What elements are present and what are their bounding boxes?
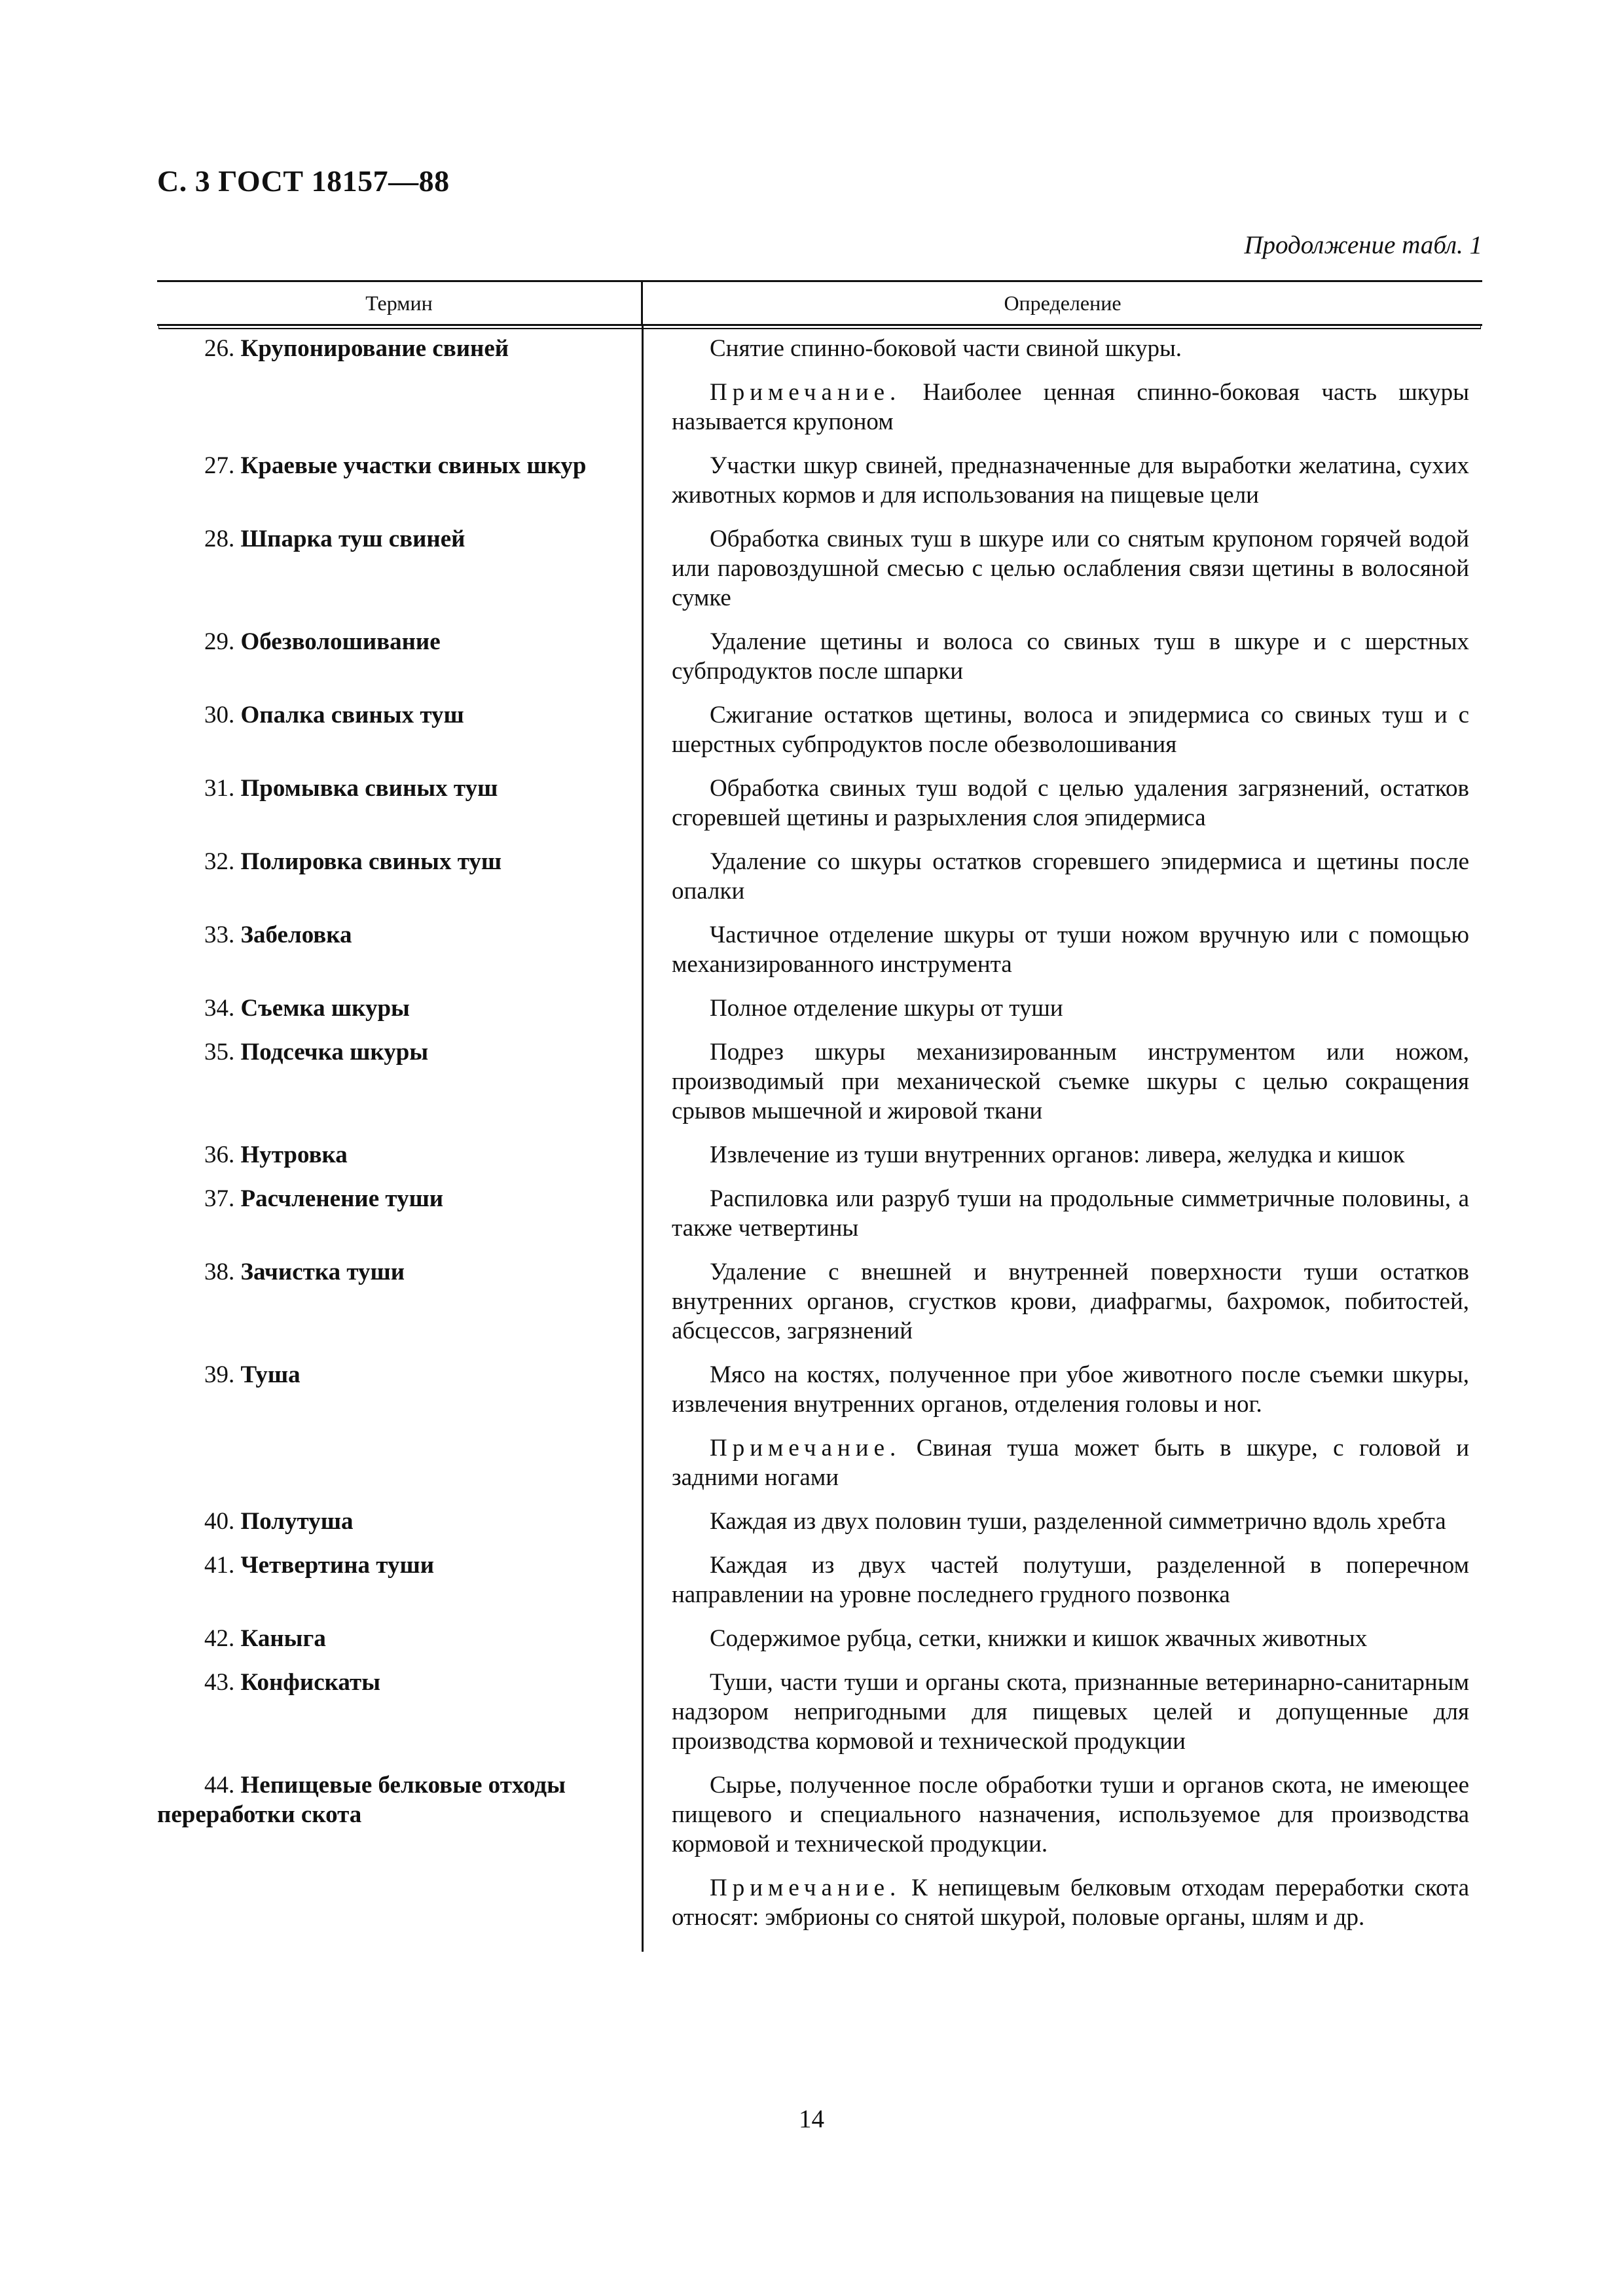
definition-cell xyxy=(643,774,1482,833)
term-name: Опалка свиных туш xyxy=(240,702,464,728)
table-row xyxy=(157,1624,1482,1653)
term-cell xyxy=(157,524,643,613)
term-name: Зачистка туши xyxy=(240,1259,405,1285)
term-cell xyxy=(157,700,643,759)
note-text: К непищевым белковым отходам переработки скота относят: эмбрионы со снятой шкурой, половые органы, шлям и др. xyxy=(672,1874,1469,1931)
term-number: 27. xyxy=(204,452,235,479)
term-name: Промывка свиных туш xyxy=(240,775,498,802)
term-number: 29. xyxy=(204,628,235,655)
term-number: 31. xyxy=(204,775,235,802)
term-name: Каныга xyxy=(240,1625,326,1652)
definition-text: Распиловка или разруб туши на продольные симметричные половины, а также четвертины xyxy=(672,1185,1469,1242)
term-name: Нутровка xyxy=(240,1141,348,1168)
term-name: Подсечка шкуры xyxy=(240,1039,429,1066)
table-body xyxy=(157,334,1482,1932)
table-row xyxy=(157,1873,1482,1932)
note-cell xyxy=(643,378,1482,437)
page-number: 14 xyxy=(799,2105,824,2133)
note-cell xyxy=(643,1433,1482,1492)
table-row xyxy=(157,1507,1482,1536)
term-name: Четвертина туши xyxy=(240,1552,435,1579)
definition-cell xyxy=(643,1624,1482,1653)
term-cell xyxy=(157,1770,643,1859)
term-name: Непищевые белковые отходы xyxy=(240,1772,566,1799)
definition-text: Туши, части туши и органы скота, признанные ветеринарно-санитарным надзором непригодными для пищевых целей и допущенные для производства кормовой и технической продукции xyxy=(672,1669,1469,1755)
term-cell xyxy=(157,1624,643,1653)
definition-text: Снятие спинно-боковой части свиной шкуры. xyxy=(710,335,1182,362)
definition-cell xyxy=(643,994,1482,1023)
column-header-definition: Определение xyxy=(1004,291,1122,315)
definition-text: Частичное отделение шкуры от туши ножом вручную или с помощью механизированного инструмента xyxy=(672,922,1469,978)
definition-text: Содержимое рубца, сетки, книжки и кишок жвачных животных xyxy=(710,1625,1368,1652)
term-line-first xyxy=(157,1770,630,1800)
table-row xyxy=(157,378,1482,437)
definition-cell xyxy=(643,920,1482,979)
table-row xyxy=(157,1433,1482,1492)
definition-cell xyxy=(643,1551,1482,1609)
table-row xyxy=(157,1037,1482,1126)
table-row xyxy=(157,700,1482,759)
term-cell xyxy=(157,920,643,979)
definition-text: Обработка свиных туш в шкуре или со снятым крупоном горячей водой или паровоздушной смесью с целью ослабления связи щетины в волосяной сумке xyxy=(672,526,1469,611)
term-name: Туша xyxy=(240,1361,301,1388)
definition-text: Подрез шкуры механизированным инструментом или ножом, производимый при механической съемке шкуры с целью сокращения срывов мышечной и жировой ткани xyxy=(672,1039,1469,1124)
term-number: 35. xyxy=(204,1039,235,1066)
term-name-continued: переработки скота xyxy=(157,1801,362,1828)
table-row xyxy=(157,1360,1482,1419)
table-row xyxy=(157,524,1482,613)
definition-text: Мясо на костях, полученное при убое животного после съемки шкуры, извлечения внутренних органов, отделения головы и ног. xyxy=(672,1361,1469,1418)
definition-text: Каждая из двух частей полутуши, разделенной в поперечном направлении на уровне последнего грудного позвонка xyxy=(672,1552,1469,1608)
definition-text: Извлечение из туши внутренних органов: ливера, желудка и кишок xyxy=(710,1141,1405,1168)
table-row xyxy=(157,1668,1482,1756)
table-row xyxy=(157,1257,1482,1346)
definition-text: Обработка свиных туш водой с целью удаления загрязнений, остатков сгоревшей щетины и разрыхления слоя эпидермиса xyxy=(672,775,1469,831)
term-cell xyxy=(157,1140,643,1170)
table-row xyxy=(157,1770,1482,1859)
term-name: Забеловка xyxy=(240,922,352,948)
term-number: 34. xyxy=(204,995,235,1022)
definition-text: Сжигание остатков щетины, волоса и эпидермиса со свиных туш и с шерстных субпродуктов после обезволошивания xyxy=(672,702,1469,758)
table-row xyxy=(157,1140,1482,1170)
definition-text: Сырье, полученное после обработки туши и органов скота, не имеющее пищевого и специального назначения, используемое для производства кормовой и технической продукции. xyxy=(672,1772,1469,1857)
term-name: Обезволошивание xyxy=(240,628,441,655)
term-cell xyxy=(157,774,643,833)
term-cell xyxy=(157,627,643,686)
definition-cell xyxy=(643,451,1482,510)
table-continuation-label: Продолжение табл. 1 xyxy=(1244,231,1482,259)
note-label: Примечание. xyxy=(710,1435,902,1462)
table-row xyxy=(157,1551,1482,1609)
term-cell xyxy=(157,1184,643,1243)
definition-cell xyxy=(643,1360,1482,1419)
term-number: 40. xyxy=(204,1508,235,1535)
definition-cell xyxy=(643,334,1482,363)
note-text: Наиболее ценная спинно-боковая часть шкуры называется крупоном xyxy=(672,379,1469,435)
table-row xyxy=(157,1184,1482,1243)
term-cell xyxy=(157,847,643,906)
definition-text: Удаление с внешней и внутренней поверхности туши остатков внутренних органов, сгустков крови, диафрагмы, бахромок, побитостей, абсцессов, загрязнений xyxy=(672,1259,1469,1344)
table-row xyxy=(157,627,1482,686)
definition-cell xyxy=(643,1037,1482,1126)
term-number: 41. xyxy=(204,1552,235,1579)
term-cell xyxy=(157,1433,643,1492)
term-number: 32. xyxy=(204,848,235,875)
term-name: Полировка свиных туш xyxy=(240,848,502,875)
note-label: Примечание. xyxy=(710,379,902,406)
term-number: 38. xyxy=(204,1259,235,1285)
table-row xyxy=(157,334,1482,363)
term-cell xyxy=(157,1037,643,1126)
table-row xyxy=(157,451,1482,510)
term-cell xyxy=(157,1873,643,1932)
column-header-term: Термин xyxy=(157,282,643,324)
table-row xyxy=(157,994,1482,1023)
definition-cell xyxy=(643,1770,1482,1859)
term-cell xyxy=(157,994,643,1023)
term-cell xyxy=(157,1551,643,1609)
definition-text: Каждая из двух половин туши, разделенной симметрично вдоль хребта xyxy=(710,1508,1446,1535)
term-number: 37. xyxy=(204,1185,235,1212)
term-number: 28. xyxy=(204,526,235,552)
definition-cell xyxy=(643,1140,1482,1170)
definition-cell xyxy=(643,524,1482,613)
term-number: 26. xyxy=(204,335,235,362)
term-number: 39. xyxy=(204,1361,235,1388)
table-row xyxy=(157,847,1482,906)
document-header: С. 3 ГОСТ 18157—88 xyxy=(157,164,450,198)
term-number: 44. xyxy=(204,1772,235,1799)
term-cell xyxy=(157,1507,643,1536)
definition-text: Полное отделение шкуры от туши xyxy=(710,995,1063,1022)
definition-cell xyxy=(643,847,1482,906)
table-header-row xyxy=(157,280,1482,326)
note-label: Примечание. xyxy=(710,1874,902,1901)
definition-cell xyxy=(643,700,1482,759)
term-number: 43. xyxy=(204,1669,235,1696)
term-cell xyxy=(157,1668,643,1756)
term-name: Краевые участки свиных шкур xyxy=(240,452,587,479)
definition-cell xyxy=(643,627,1482,686)
term-number: 33. xyxy=(204,922,235,948)
definition-text: Участки шкур свиней, предназначенные для выработки желатина, сухих животных кормов и для использования на пищевые цели xyxy=(672,452,1469,509)
term-cell xyxy=(157,1257,643,1346)
term-name: Расчленение туши xyxy=(240,1185,444,1212)
definition-cell xyxy=(643,1507,1482,1536)
term-name: Съемка шкуры xyxy=(240,995,410,1022)
table-row xyxy=(157,920,1482,979)
term-cell xyxy=(157,334,643,363)
term-number: 42. xyxy=(204,1625,235,1652)
table-row xyxy=(157,774,1482,833)
term-cell xyxy=(157,1360,643,1419)
term-cell xyxy=(157,378,643,437)
note-text: Свиная туша может быть в шкуре, с головой и задними ногами xyxy=(672,1435,1470,1491)
term-name: Конфискаты xyxy=(240,1669,381,1696)
terms-table xyxy=(157,280,1482,1946)
term-name: Крупонирование свиней xyxy=(240,335,509,362)
note-cell xyxy=(643,1873,1482,1932)
definition-text: Удаление со шкуры остатков сгоревшего эпидермиса и щетины после опалки xyxy=(672,848,1469,905)
term-number: 36. xyxy=(204,1141,235,1168)
definition-cell xyxy=(643,1184,1482,1243)
term-name: Шпарка туш свиней xyxy=(240,526,465,552)
definition-cell xyxy=(643,1257,1482,1346)
definition-text: Удаление щетины и волоса со свиных туш в шкуре и с шерстных субпродуктов после шпарки xyxy=(672,628,1469,685)
definition-cell xyxy=(643,1668,1482,1756)
term-name: Полутуша xyxy=(240,1508,354,1535)
term-cell xyxy=(157,451,643,510)
term-number: 30. xyxy=(204,702,235,728)
